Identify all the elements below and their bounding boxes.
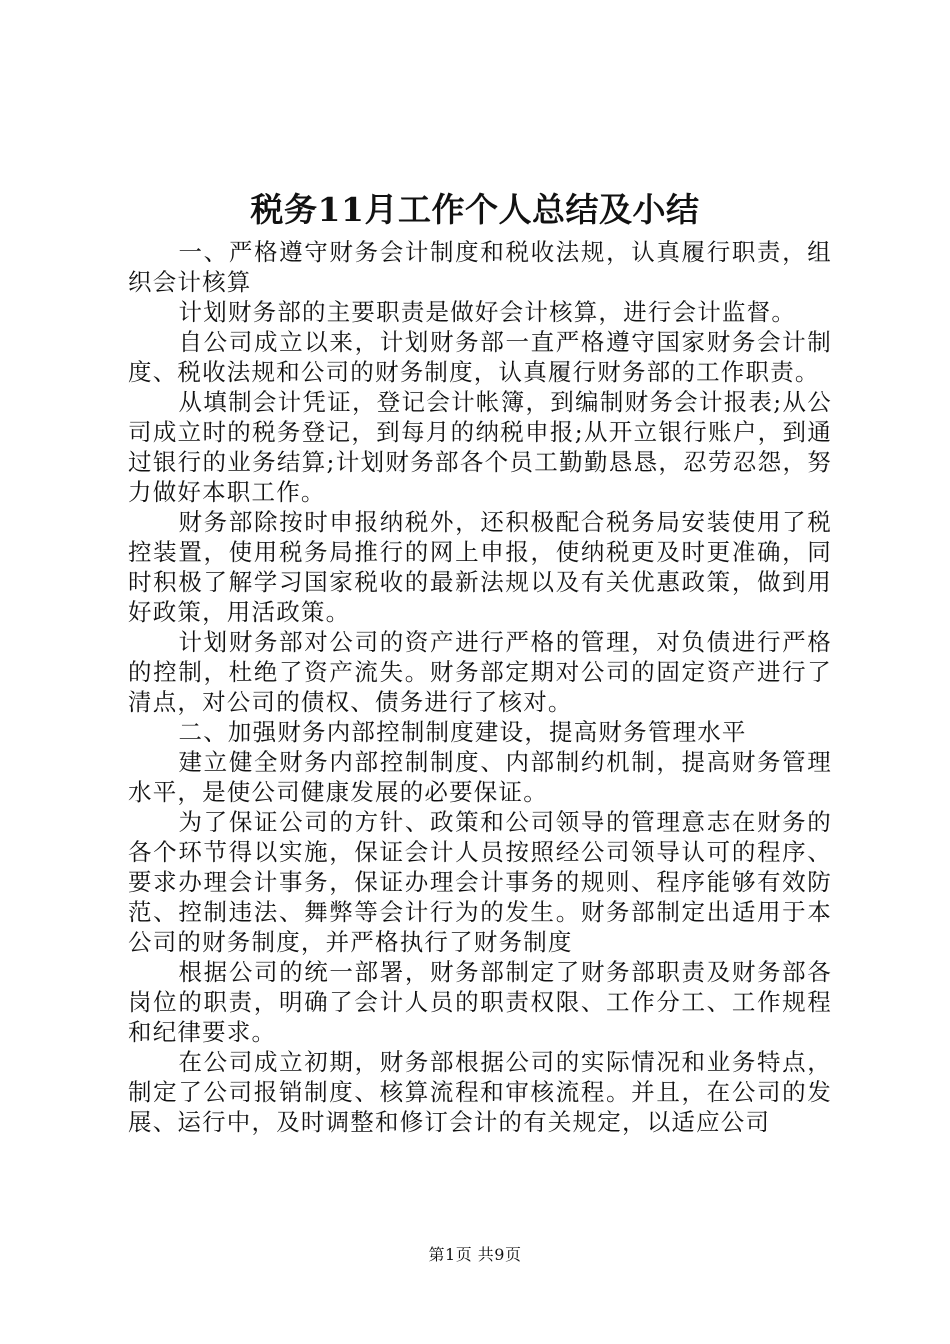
paragraph: 自公司成立以来，计划财务部一直严格遵守国家财务会计制度、税收法规和公司的财务制度，认真履行财务部的工作职责。 — [128, 328, 832, 386]
paragraph-section-2-heading: 二、加强财务内部控制制度建设，提高财务管理水平 — [178, 718, 747, 746]
paragraph: 在公司成立初期，财务部根据公司的实际情况和业务特点，制定了公司报销制度、核算流程和审核流程。并且，在公司的发展、运行中，及时调整和修订会计的有关规定，以适应公司 — [128, 1048, 832, 1136]
paragraph: 根据公司的统一部署，财务部制定了财务部职责及财务部各岗位的职责，明确了会计人员的职责权限、工作分工、工作规程和纪律要求。 — [128, 958, 832, 1046]
paragraph: 财务部除按时申报纳税外，还积极配合税务局安装使用了税控装置，使用税务局推行的网上申报，使纳税更及时更准确，同时积极了解学习国家税收的最新法规以及有关优惠政策，做到用好政策，用活政策。 — [128, 508, 832, 626]
paragraph: 建立健全财务内部控制制度、内部制约机制，提高财务管理水平，是使公司健康发展的必要保证。 — [128, 748, 832, 806]
paragraph: 从填制会计凭证，登记会计帐簿，到编制财务会计报表;从公司成立时的税务登记，到每月的纳税申报;从开立银行账户，到通过银行的业务结算;计划财务部各个员工勤勤恳恳，忍劳忍怨，努力做好本职工作。 — [128, 388, 832, 506]
paragraph: 为了保证公司的方针、政策和公司领导的管理意志在财务的各个环节得以实施，保证会计人员按照经公司领导认可的程序、要求办理会计事务，保证办理会计事务的规则、程序能够有效防范、控制违法、舞弊等会计行为的发生。财务部制定出适用于本公司的财务制度，并严格执行了财务制度 — [128, 808, 832, 956]
paragraph: 计划财务部的主要职责是做好会计核算，进行会计监督。 — [178, 298, 797, 326]
page-number-footer: 第1页 共9页 — [428, 1245, 522, 1264]
paragraph-section-1-heading: 一、严格遵守财务会计制度和税收法规，认真履行职责，组织会计核算 — [128, 238, 832, 296]
paragraph: 计划财务部对公司的资产进行严格的管理，对负债进行严格的控制，杜绝了资产流失。财务部定期对公司的固定资产进行了清点，对公司的债权、债务进行了核对。 — [128, 628, 832, 716]
document-title: 税务11月工作个人总结及小结 — [250, 190, 700, 229]
document-body — [128, 237, 832, 1137]
